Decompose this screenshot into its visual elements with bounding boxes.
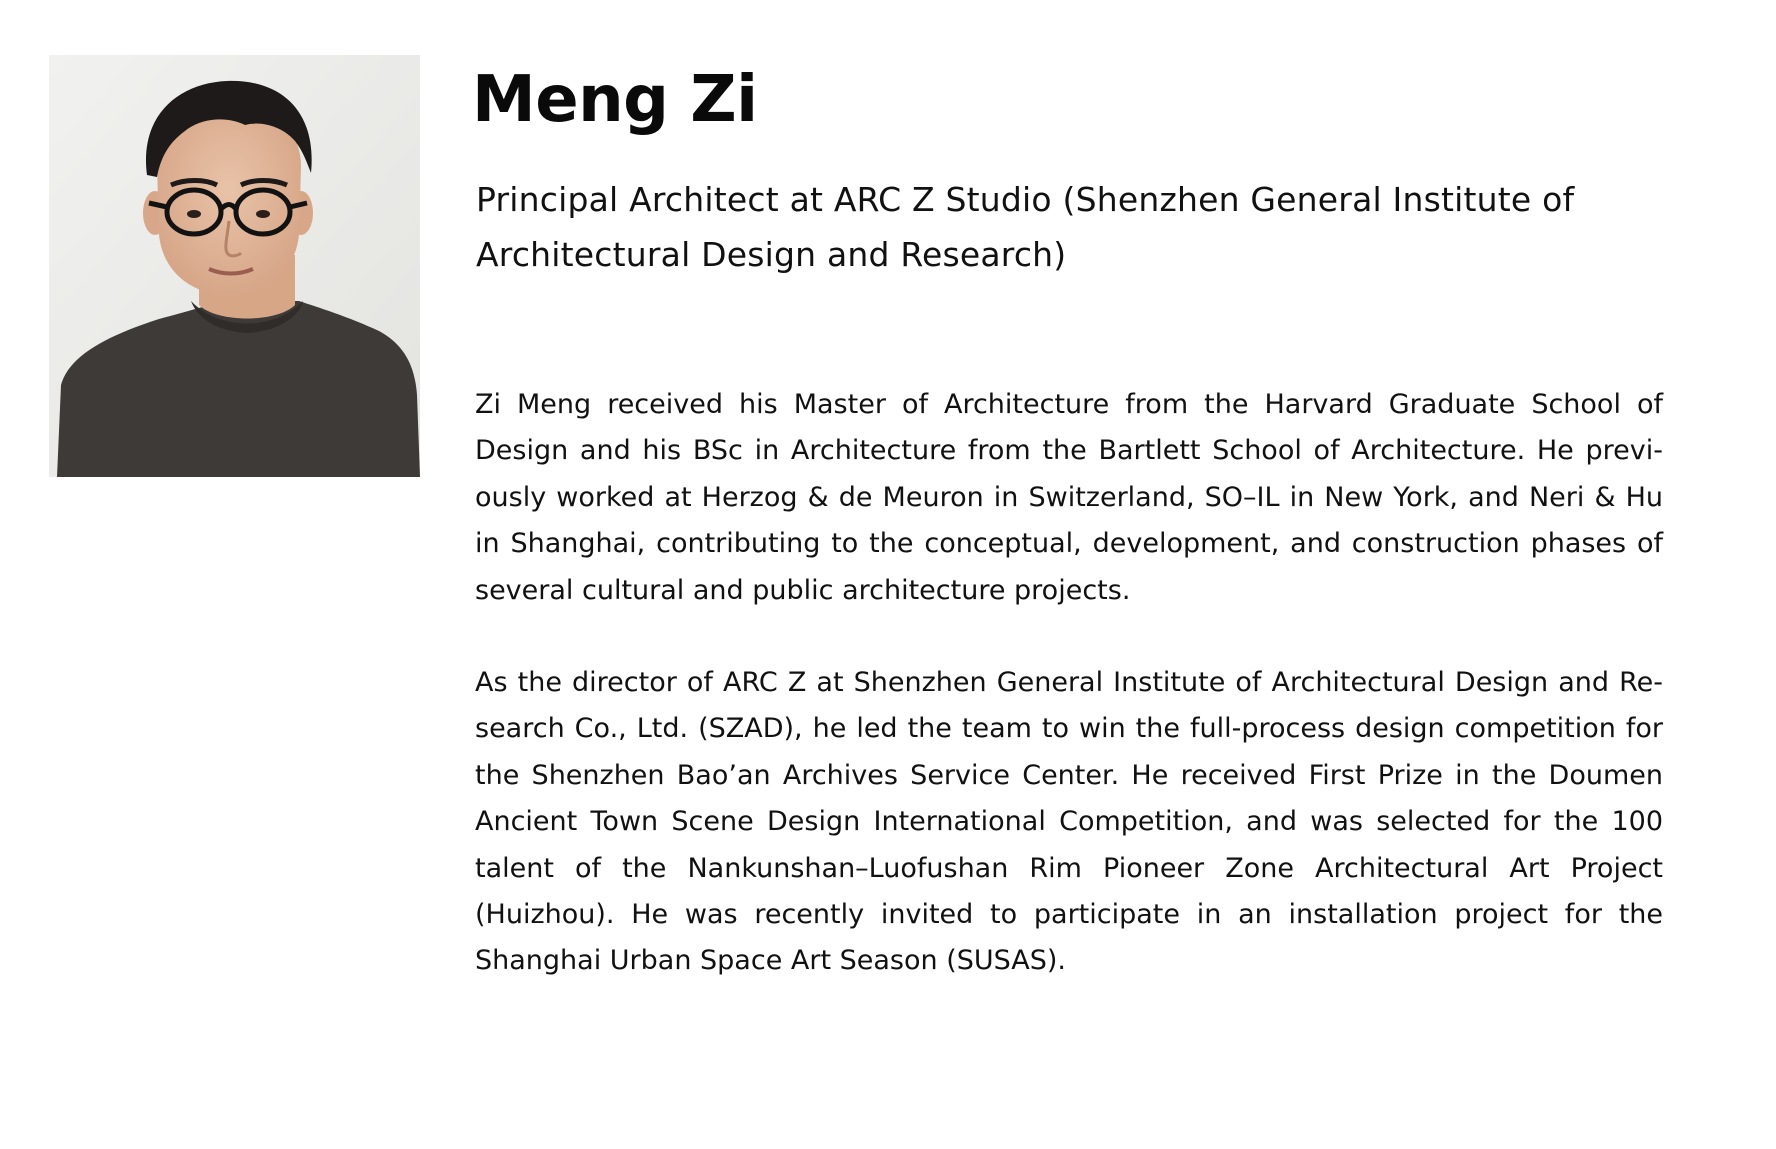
bio-paragraph-education: Zi Meng received his Master of Architecture from the Harvard Graduate School of Design and his BSc in Architecture from the Bartlett School of Architecture. He previously worked at Herzog & de Meuron in Switzerland, SO–IL in New York, and Neri & Hu in Shanghai, contributing to the conceptual, development, and construction phases of several cultural and public architecture projects.	[475, 389, 1663, 606]
biography	[475, 382, 1663, 985]
portrait-illustration	[49, 55, 420, 477]
portrait-photo	[49, 55, 420, 477]
bio-paragraph-career: As the director of ARC Z at Shenzhen General Institute of Architectural Design and Research Co., Ltd. (SZAD), he led the team to win the full-process design competition for the Shenzhen Bao’an Archives Service Center. He received First Prize in the Doumen Ancient Town Scene Design International Competition, and was selected for the 100 talent of the Nankunshan–Luofushan Rim Pioneer Zone Architectural Art Project (Huizhou). He was recently invited to participate in an installation project for the Shanghai Urban Space Art Season (SUSAS).	[475, 667, 1663, 977]
job-title: Principal Architect at ARC Z Studio (Shenzhen General Institute of Architectural Design and Research)	[476, 180, 1575, 274]
person-name: Meng Zi	[472, 63, 758, 137]
